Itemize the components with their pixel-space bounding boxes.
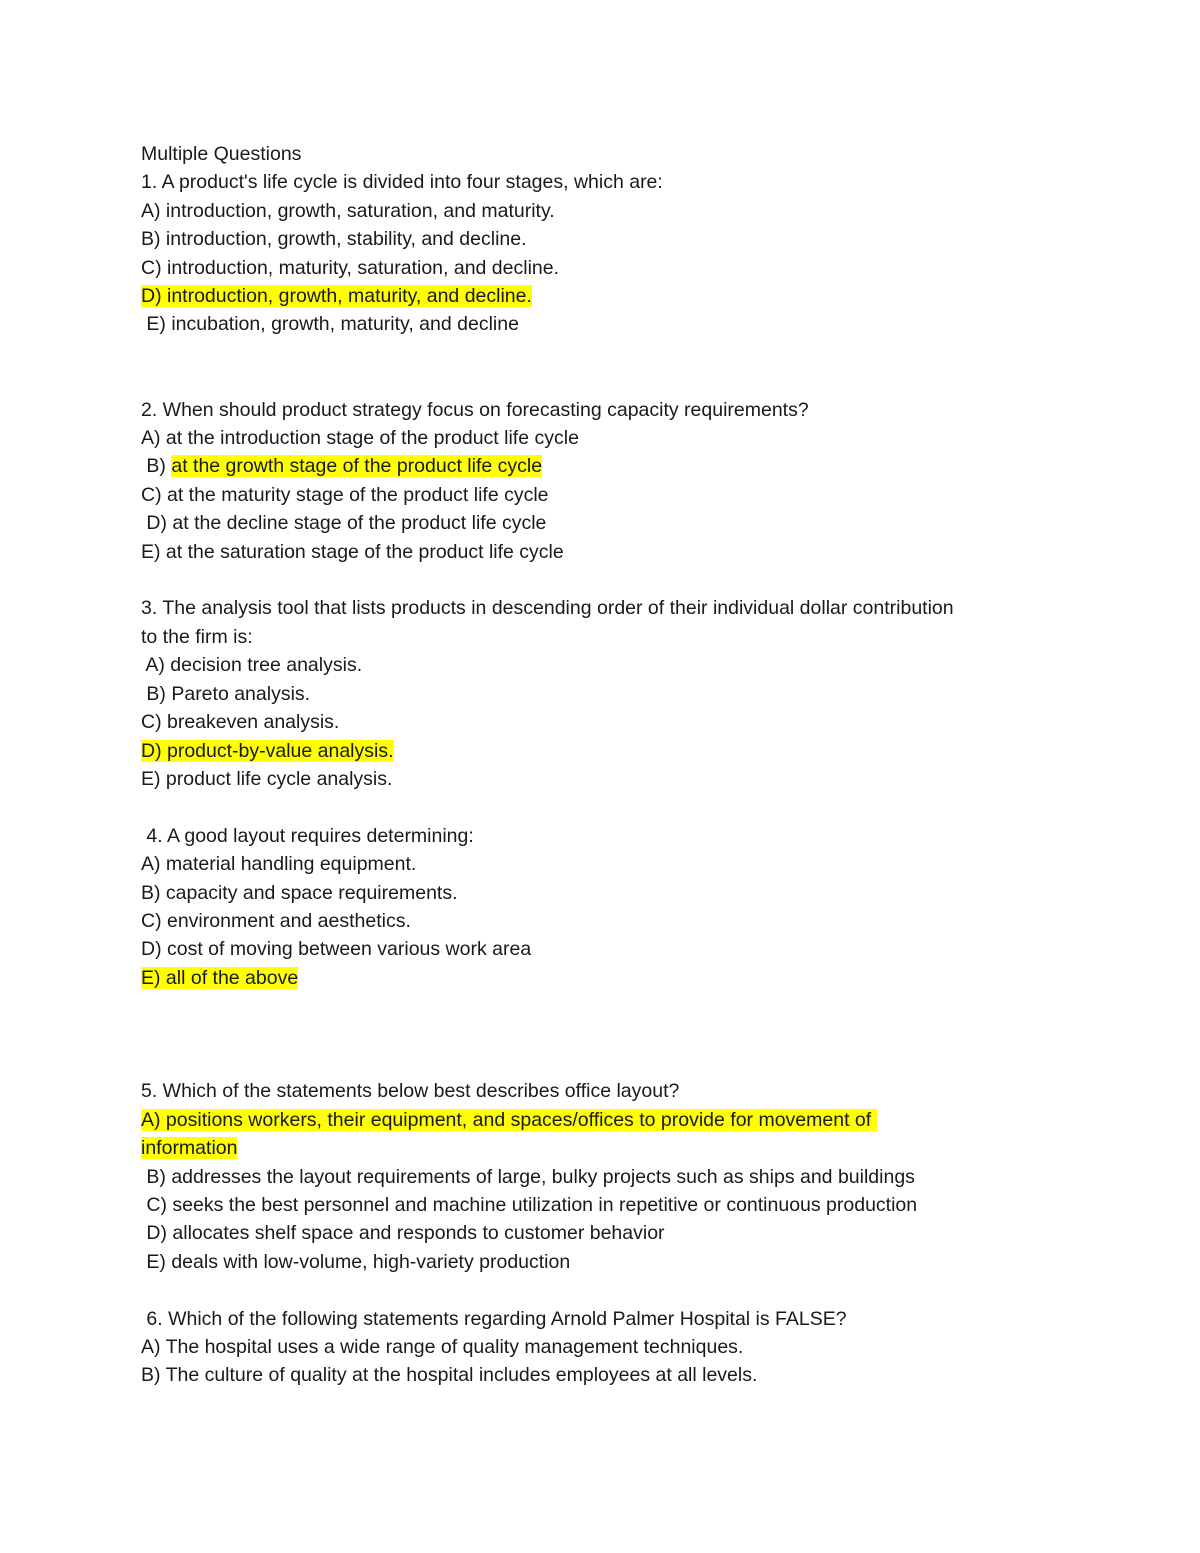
option-text: E) incubation, growth, maturity, and decline (146, 313, 519, 336)
answer-option (141, 651, 1041, 679)
answer-option-highlighted (141, 1134, 1041, 1162)
question-stem: 2. When should product strategy focus on forecasting capacity requirements? (141, 398, 809, 421)
question-5 (141, 1077, 1041, 1276)
answer-option: B) capacity and space requirements. (141, 881, 458, 904)
option-text: D) at the decline stage of the product life cycle (146, 512, 547, 535)
document-heading: Multiple Questions (141, 143, 302, 165)
document-content (141, 140, 1041, 1390)
answer-option-highlighted (141, 964, 1041, 992)
option-text: B) Pareto analysis. (146, 682, 311, 705)
question-stem: 3. The analysis tool that lists products in descending order of their individual dollar contribution (141, 597, 954, 620)
answer-option: A) The hospital uses a wide range of quality management techniques. (141, 1335, 744, 1358)
answer-option: C) environment and aesthetics. (141, 909, 411, 932)
answer-option: C) breakeven analysis. (141, 711, 340, 734)
answer-option: A) introduction, growth, saturation, and maturity. (141, 199, 555, 222)
highlighted-answer: D) product-by-value analysis. (141, 739, 394, 762)
answer-option-highlighted (141, 282, 1041, 310)
spacer (141, 339, 1041, 396)
highlighted-answer: D) introduction, growth, maturity, and decline. (141, 285, 532, 308)
question-stem: 6. Which of the following statements regarding Arnold Palmer Hospital is FALSE? (141, 1307, 847, 1330)
option-text: C) seeks the best personnel and machine utilization in repetitive or continuous production (146, 1193, 918, 1216)
answer-option-highlighted (141, 737, 1041, 765)
spacer (141, 566, 1041, 594)
question-2 (141, 396, 1041, 566)
answer-option (141, 509, 1041, 537)
question-1 (141, 168, 1041, 338)
answer-option: B) introduction, growth, stability, and decline. (141, 228, 527, 251)
answer-option: C) introduction, maturity, saturation, and decline. (141, 256, 560, 279)
question-4 (141, 822, 1041, 992)
answer-option: C) at the maturity stage of the product life cycle (141, 483, 549, 506)
highlighted-answer: E) all of the above (141, 966, 299, 989)
answer-option: A) at the introduction stage of the product life cycle (141, 427, 579, 450)
option-text: E) deals with low-volume, high-variety production (146, 1250, 571, 1273)
highlighted-answer: at the growth stage of the product life cycle (171, 455, 543, 478)
answer-option: B) The culture of quality at the hospital includes employees at all levels. (141, 1364, 758, 1387)
answer-option: E) product life cycle analysis. (141, 767, 393, 790)
answer-option-highlighted (141, 1106, 1041, 1134)
question-stem: to the firm is: (141, 625, 253, 648)
answer-option: E) at the saturation stage of the product life cycle (141, 540, 564, 563)
answer-option (141, 1163, 1041, 1191)
option-text: B) addresses the layout requirements of large, bulky projects such as ships and buildings (146, 1165, 915, 1188)
question-3 (141, 594, 1041, 793)
answer-option (141, 310, 1041, 338)
answer-option (141, 1219, 1041, 1247)
spacer (141, 992, 1041, 1077)
spacer (141, 793, 1041, 821)
question-stem: 1. A product's life cycle is divided into four stages, which are: (141, 171, 663, 194)
question-stem: 5. Which of the statements below best describes office layout? (141, 1080, 680, 1103)
spacer (141, 1276, 1041, 1304)
answer-option-highlighted (141, 452, 1041, 480)
question-6 (141, 1305, 1041, 1390)
highlighted-answer: information (141, 1137, 238, 1160)
option-text: D) allocates shelf space and responds to customer behavior (146, 1222, 665, 1245)
answer-option (141, 1248, 1041, 1276)
option-text: A) decision tree analysis. (145, 654, 363, 677)
answer-option: D) cost of moving between various work area (141, 938, 532, 961)
question-stem: 4. A good layout requires determining: (141, 824, 474, 847)
answer-option (141, 680, 1041, 708)
answer-option (141, 1191, 1041, 1219)
option-label: B) (146, 455, 172, 478)
highlighted-answer: A) positions workers, their equipment, and spaces/offices to provide for movement of (141, 1108, 877, 1131)
answer-option: A) material handling equipment. (141, 853, 417, 876)
